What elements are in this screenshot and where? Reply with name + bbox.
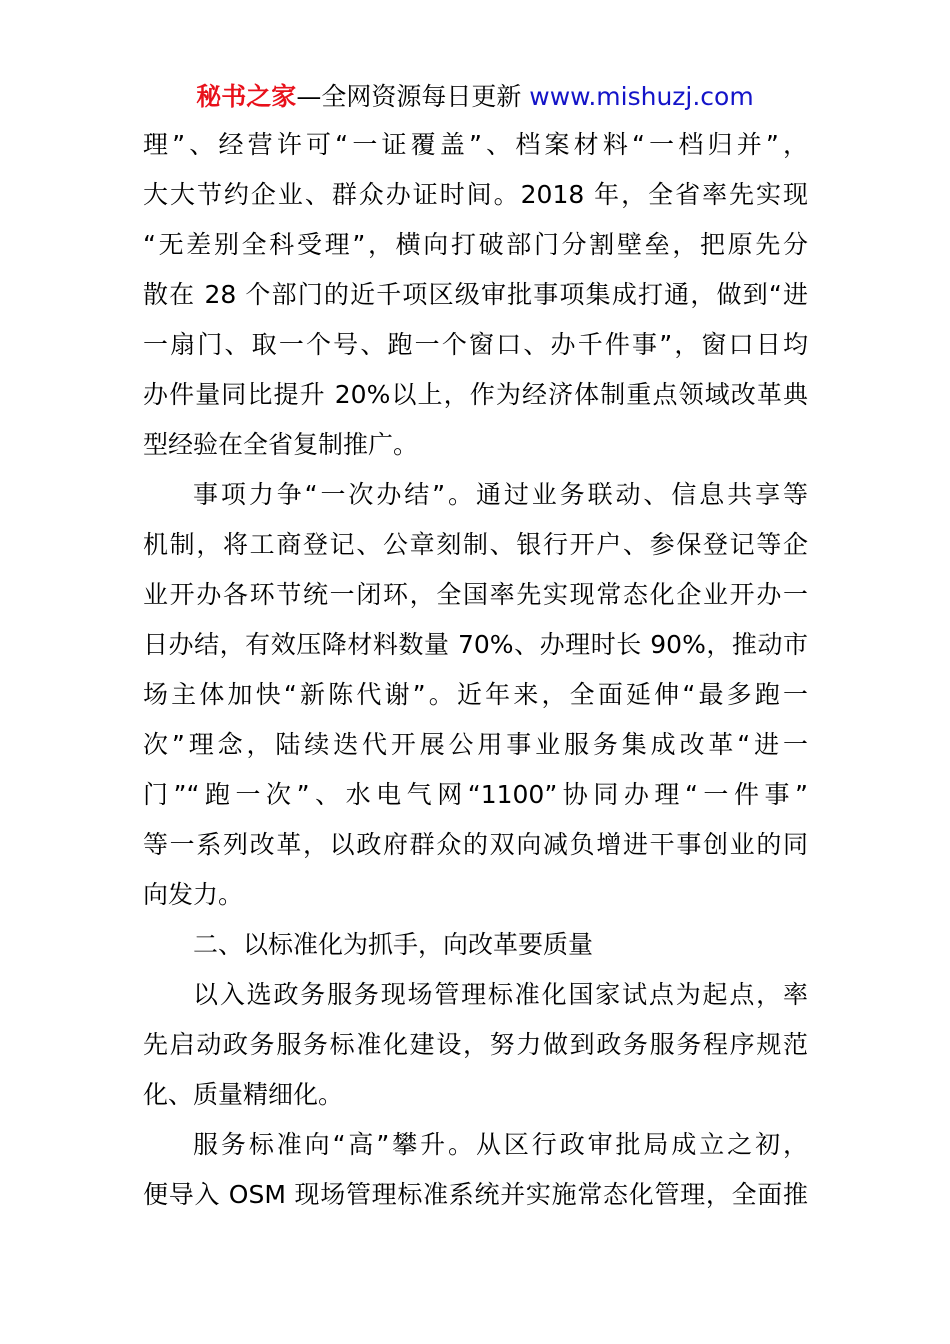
text-line: 散在 28 个部门的近千项区级审批事项集成打通，做到“进	[143, 280, 808, 309]
paragraph-start: 服务标准向“高”攀升。从区行政审批局成立之初，	[193, 1130, 808, 1159]
text-line: 便导入 OSM 现场管理标准系统并实施常态化管理，全面推	[143, 1180, 808, 1209]
text-line: 日办结，有效压降材料数量 70%、办理时长 90%，推动市	[143, 630, 808, 659]
text-line: 场主体加快“新陈代谢”。近年来，全面延伸“最多跑一	[143, 680, 808, 709]
text-line: 向发力。	[143, 880, 244, 909]
text-line: 办件量同比提升 20%以上，作为经济体制重点领域改革典	[143, 380, 808, 409]
text-line: 等一系列改革，以政府群众的双向减负增进干事创业的同	[143, 830, 808, 859]
text-line: 型经验在全省复制推广。	[143, 430, 419, 459]
paragraph-start: 事项力争“一次办结”。通过业务联动、信息共享等	[193, 480, 808, 509]
header-tagline: —全网资源每日更新	[296, 82, 522, 111]
text-line: 一扇门、取一个号、跑一个窗口、办千件事”，窗口日均	[143, 330, 808, 359]
text-line: 次”理念，陆续迭代开展公用事业服务集成改革“进一	[143, 730, 808, 759]
text-line: 业开办各环节统一闭环，全国率先实现常态化企业开办一	[143, 580, 808, 609]
text-line: 先启动政务服务标准化建设，努力做到政务服务程序规范	[143, 1030, 808, 1059]
text-line: 理”、经营许可“一证覆盖”、档案材料“一档归并”，	[143, 130, 808, 159]
document-body	[143, 120, 808, 1220]
text-line: 门”“跑一次”、水电气网“1100”协同办理“一件事”	[143, 780, 808, 809]
site-header	[0, 80, 950, 114]
text-line: 机制，将工商登记、公章刻制、银行开户、参保登记等企	[143, 530, 808, 559]
brand-name: 秘书之家	[196, 82, 297, 111]
paragraph-start: 以入选政务服务现场管理标准化国家试点为起点，率	[193, 980, 808, 1009]
text-line: “无差别全科受理”，横向打破部门分割壁垒，把原先分	[143, 230, 808, 259]
site-url[interactable]: www.mishuzj.com	[529, 82, 754, 111]
section-heading: 二、以标准化为抓手，向改革要质量	[193, 930, 594, 959]
text-line: 化、质量精细化。	[143, 1080, 344, 1109]
text-line: 大大节约企业、群众办证时间。2018 年，全省率先实现	[143, 180, 808, 209]
